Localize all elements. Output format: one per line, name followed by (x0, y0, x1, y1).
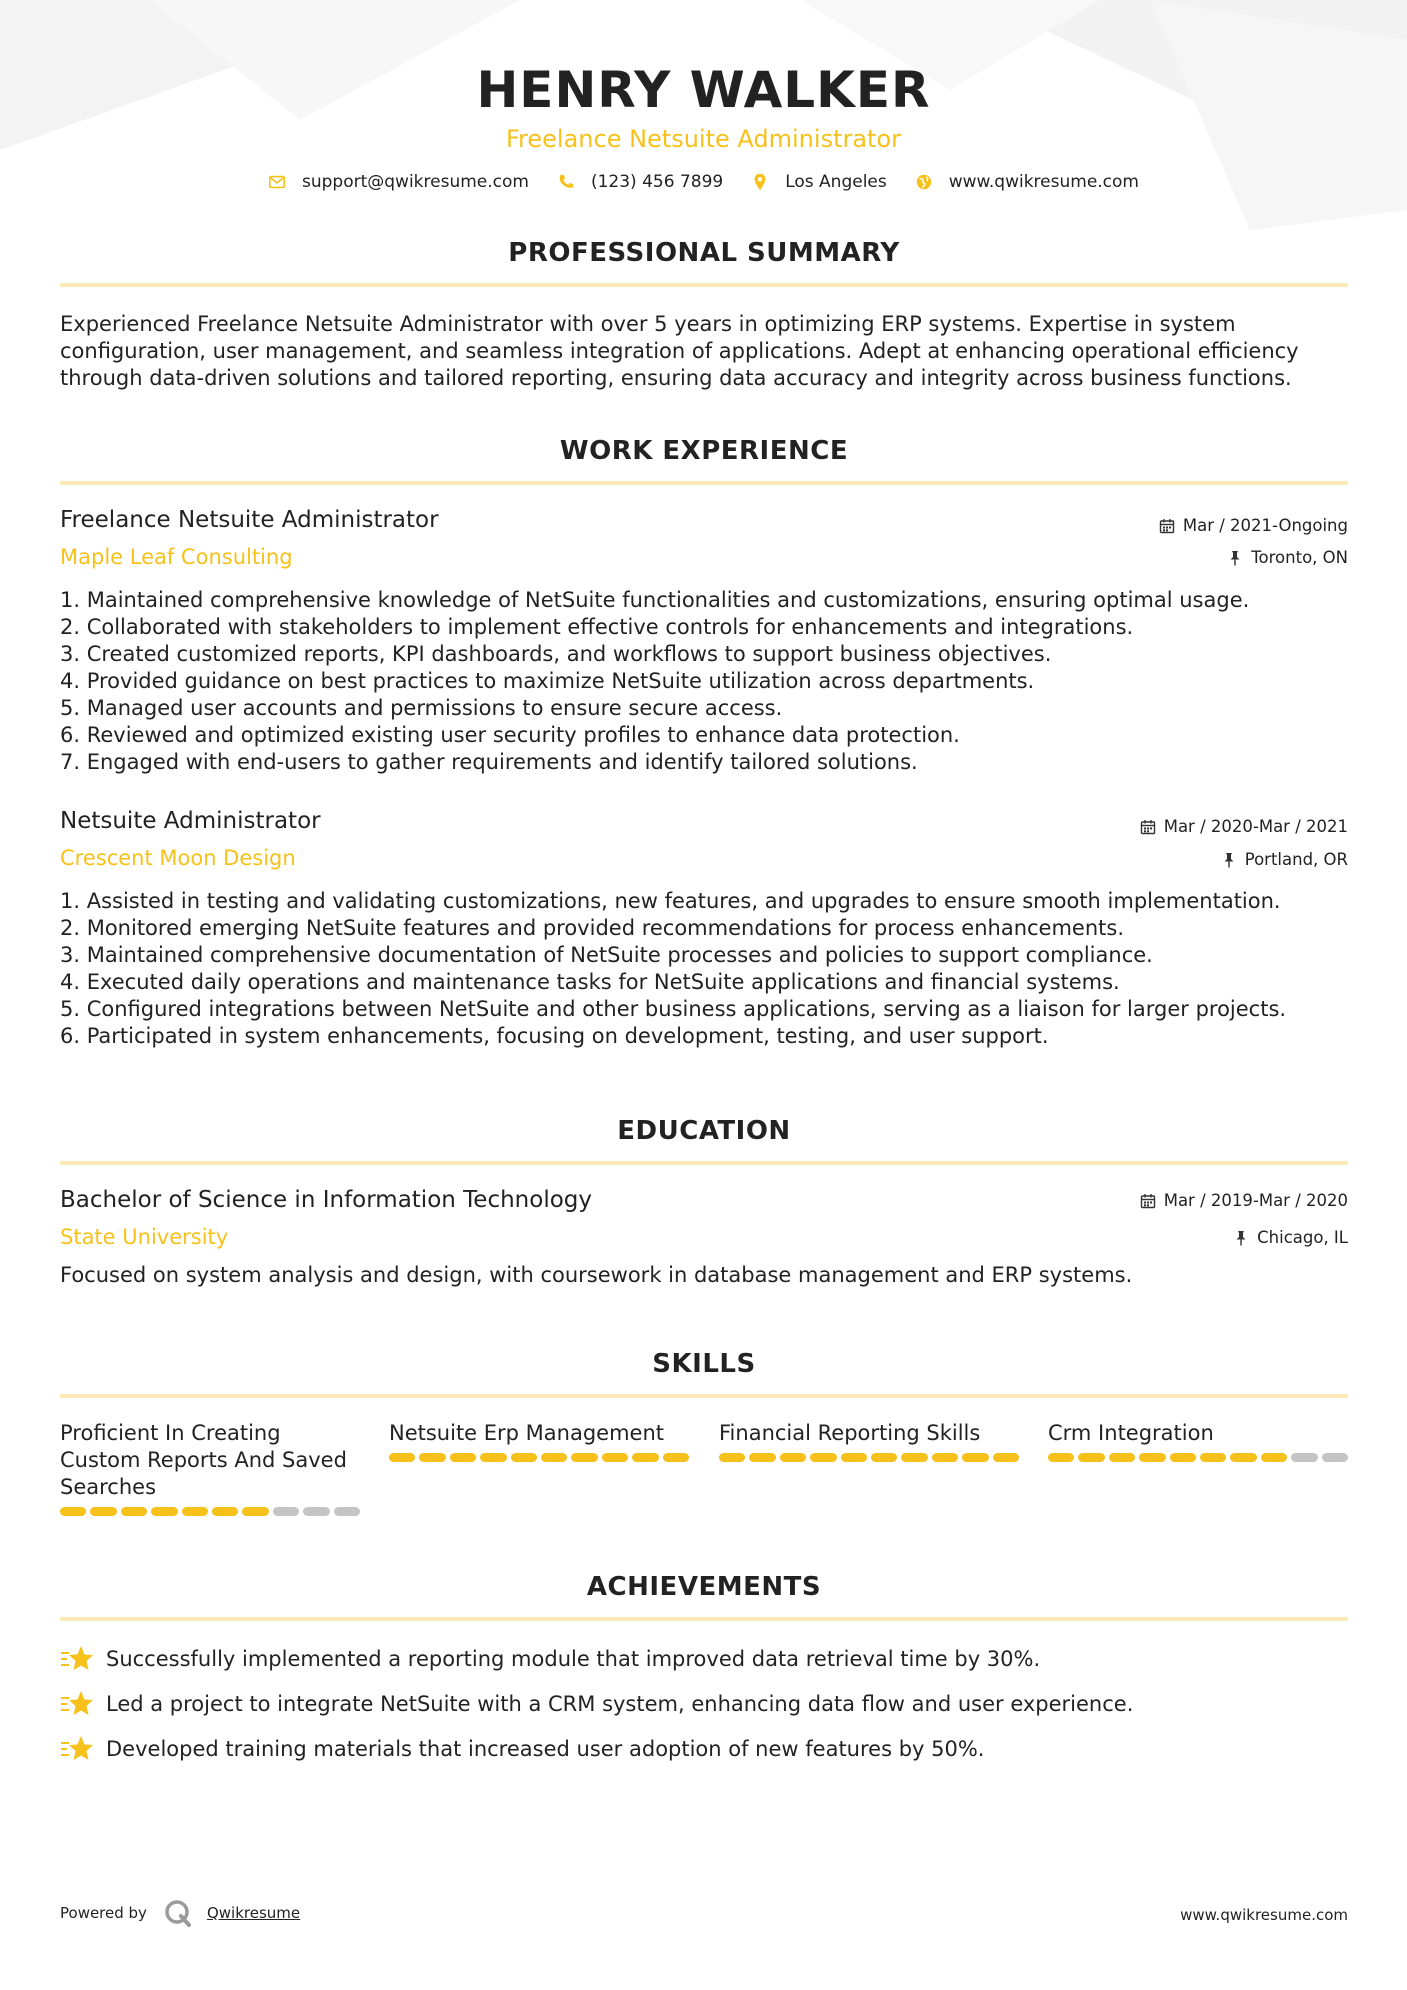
list-item: 5. Configured integrations between NetSuite and other business applications, serving as a liaison for larger projects. (60, 997, 1287, 1021)
contact-bar (0, 172, 1407, 192)
contact-location (751, 172, 887, 192)
skill-name (719, 1420, 1019, 1447)
achievement-text: Successfully implemented a reporting module that improved data retrieval time by 30%. (106, 1647, 1041, 1671)
achievement-text: Led a project to integrate NetSuite with a CRM system, enhancing data flow and user experience. (106, 1692, 1134, 1716)
list-item: 7. Engaged with end-users to gather requirements and identify tailored solutions. (60, 750, 918, 774)
skill-rating (1048, 1453, 1348, 1462)
skill-bar-empty (1291, 1453, 1317, 1462)
skill-bar-filled (480, 1453, 506, 1462)
job-dates (1159, 516, 1348, 535)
calendar-icon (1159, 518, 1175, 534)
skill-name-line: Financial Reporting Skills (719, 1421, 981, 1445)
skill-bar-filled (932, 1453, 958, 1462)
footer-powered-by (60, 1898, 300, 1928)
skill-bar-filled (663, 1453, 689, 1462)
job-responsibilities (60, 888, 1348, 1050)
skill-bar-filled (962, 1453, 988, 1462)
skill-bar-filled (242, 1507, 268, 1516)
skill-bar-filled (871, 1453, 897, 1462)
job-responsibilities (60, 587, 1348, 776)
school-name: State University (60, 1225, 229, 1249)
summary-line: Experienced Freelance Netsuite Administrator with over 5 years in optimizing ERP systems. Expertise in system (60, 312, 1236, 336)
summary-line: configuration, user management, and seamless integration of applications. Adept at enhancing operational efficiency (60, 339, 1299, 363)
job-dates-text: Mar / 2020-Mar / 2021 (1163, 817, 1348, 836)
contact-phone-text: (123) 456 7899 (590, 172, 724, 192)
list-item: 4. Executed daily operations and maintenance tasks for NetSuite applications and financial systems. (60, 970, 1120, 994)
skill-bar-filled (90, 1507, 116, 1516)
skill-bar-filled (1261, 1453, 1287, 1462)
achievements-divider (60, 1617, 1348, 1621)
achievement-item (60, 1734, 984, 1764)
list-item: 6. Reviewed and optimized existing user security profiles to enhance data protection. (60, 723, 960, 747)
skill-bar-filled (511, 1453, 537, 1462)
skill-bar-filled (389, 1453, 415, 1462)
skill-bar-filled (993, 1453, 1019, 1462)
list-item: 4. Provided guidance on best practices to maximize NetSuite utilization across departments. (60, 669, 1035, 693)
contact-location-text: Los Angeles (785, 172, 887, 192)
list-item: 1. Assisted in testing and validating customizations, new features, and upgrades to ensure smooth implementation. (60, 889, 1281, 913)
list-item: 3. Maintained comprehensive documentation of NetSuite processes and policies to support compliance. (60, 943, 1153, 967)
star-icon (60, 1734, 94, 1764)
degree-title: Bachelor of Science in Information Technology (60, 1187, 592, 1213)
qwikresume-link[interactable]: Qwikresume (206, 1904, 301, 1922)
skill-name (60, 1420, 360, 1501)
skill-bar-filled (571, 1453, 597, 1462)
list-item: 6. Participated in system enhancements, focusing on development, testing, and user support. (60, 1024, 1049, 1048)
skill-bar-filled (1109, 1453, 1135, 1462)
skill-name (1048, 1420, 1348, 1447)
candidate-title: Freelance Netsuite Administrator (505, 125, 902, 153)
skill-bar-filled (780, 1453, 806, 1462)
education-divider (60, 1161, 1348, 1165)
skill-bar-filled (541, 1453, 567, 1462)
skill-bar-filled (121, 1507, 147, 1516)
job-location-text: Toronto, ON (1251, 548, 1348, 567)
pushpin-icon (1227, 550, 1243, 566)
skill-bar-filled (419, 1453, 445, 1462)
calendar-icon (1140, 1193, 1156, 1209)
skill-bar-filled (602, 1453, 628, 1462)
skill-bar-filled (749, 1453, 775, 1462)
job-location-text: Portland, OR (1244, 850, 1348, 869)
skill-name-line: Proficient In Creating (60, 1421, 281, 1445)
job-company: Maple Leaf Consulting (60, 545, 293, 569)
job-location (1221, 850, 1348, 869)
skill-bar-empty (334, 1507, 360, 1516)
star-icon (60, 1689, 94, 1719)
skill-bar-empty (1322, 1453, 1348, 1462)
job-title: Netsuite Administrator (60, 808, 321, 834)
list-item: 1. Maintained comprehensive knowledge of NetSuite functionalities and customizations, ensuring optimal usage. (60, 588, 1250, 612)
list-item: 2. Monitored emerging NetSuite features and provided recommendations for process enhancements. (60, 916, 1125, 940)
education-description: Focused on system analysis and design, with coursework in database management and ERP systems. (60, 1263, 1133, 1287)
achievements-heading: ACHIEVEMENTS (586, 1572, 822, 1602)
calendar-icon (1140, 819, 1156, 835)
contact-website[interactable] (915, 172, 1139, 192)
qwikresume-logo-icon (163, 1898, 193, 1928)
contact-phone[interactable] (557, 172, 723, 192)
envelope-icon (268, 173, 286, 191)
skill-bar-filled (1078, 1453, 1104, 1462)
skill-bar-filled (719, 1453, 745, 1462)
contact-website-text: www.qwikresume.com (948, 172, 1139, 192)
skill-name-line: Custom Reports And Saved (60, 1448, 347, 1472)
skill-bar-filled (1230, 1453, 1256, 1462)
education-location (1233, 1228, 1348, 1247)
summary-heading: PROFESSIONAL SUMMARY (508, 238, 900, 268)
skill-bar-filled (1170, 1453, 1196, 1462)
skill-rating (389, 1453, 689, 1462)
skill-bar-filled (1048, 1453, 1074, 1462)
job-title: Freelance Netsuite Administrator (60, 507, 439, 533)
resume-header (0, 58, 1407, 156)
list-item: 2. Collaborated with stakeholders to implement effective controls for enhancements and integrations. (60, 615, 1134, 639)
pushpin-icon (1233, 1230, 1249, 1246)
skill-bar-filled (1139, 1453, 1165, 1462)
achievement-item (60, 1644, 1040, 1674)
job-dates (1140, 817, 1348, 836)
skill-rating (719, 1453, 1019, 1462)
powered-by-label: Powered by (60, 1904, 147, 1922)
achievement-text: Developed training materials that increased user adoption of new features by 50%. (106, 1737, 985, 1761)
achievement-item (60, 1689, 1133, 1719)
contact-email[interactable] (268, 172, 529, 192)
skill-bar-empty (273, 1507, 299, 1516)
experience-heading: WORK EXPERIENCE (559, 436, 849, 466)
experience-divider (60, 481, 1348, 485)
summary-line: through data-driven solutions and tailored reporting, ensuring data accuracy and integrity across business functions. (60, 366, 1292, 390)
contact-email-text: support@qwikresume.com (302, 172, 529, 192)
job-company: Crescent Moon Design (60, 846, 296, 870)
summary-divider (60, 283, 1348, 287)
skill-bar-filled (841, 1453, 867, 1462)
skill-name (389, 1420, 689, 1447)
skill-bar-filled (450, 1453, 476, 1462)
globe-icon (915, 173, 933, 191)
education-dates-text: Mar / 2019-Mar / 2020 (1163, 1191, 1348, 1210)
skill-bar-filled (60, 1507, 86, 1516)
skill-item (1048, 1420, 1348, 1462)
phone-icon (557, 173, 575, 191)
education-location-text: Chicago, IL (1257, 1228, 1348, 1247)
education-dates (1140, 1191, 1348, 1210)
skills-divider (60, 1394, 1348, 1398)
skill-name-line: Crm Integration (1048, 1421, 1214, 1445)
skill-bar-filled (182, 1507, 208, 1516)
candidate-name: HENRY WALKER (476, 61, 931, 119)
skill-item (60, 1420, 360, 1516)
skill-rating (60, 1507, 360, 1516)
skill-item (719, 1420, 1019, 1462)
skill-bar-filled (212, 1507, 238, 1516)
skill-bar-empty (303, 1507, 329, 1516)
skill-bar-filled (810, 1453, 836, 1462)
skills-heading: SKILLS (652, 1349, 756, 1379)
skill-bar-filled (151, 1507, 177, 1516)
skill-name-line: Searches (60, 1475, 157, 1499)
job-dates-text: Mar / 2021-Ongoing (1182, 516, 1348, 535)
list-item: 3. Created customized reports, KPI dashboards, and workflows to support business objectives. (60, 642, 1052, 666)
list-item: 5. Managed user accounts and permissions to ensure secure access. (60, 696, 783, 720)
skill-item (389, 1420, 689, 1462)
skill-bar-filled (1200, 1453, 1226, 1462)
education-heading: EDUCATION (617, 1116, 791, 1146)
star-icon (60, 1644, 94, 1674)
map-pin-icon (751, 173, 769, 191)
skill-bar-filled (632, 1453, 658, 1462)
summary-text (60, 311, 1348, 392)
footer-website[interactable]: www.qwikresume.com (1180, 1906, 1348, 1924)
skill-name-line: Netsuite Erp Management (389, 1421, 665, 1445)
skill-bar-filled (901, 1453, 927, 1462)
pushpin-icon (1221, 852, 1237, 868)
job-location (1227, 548, 1348, 567)
